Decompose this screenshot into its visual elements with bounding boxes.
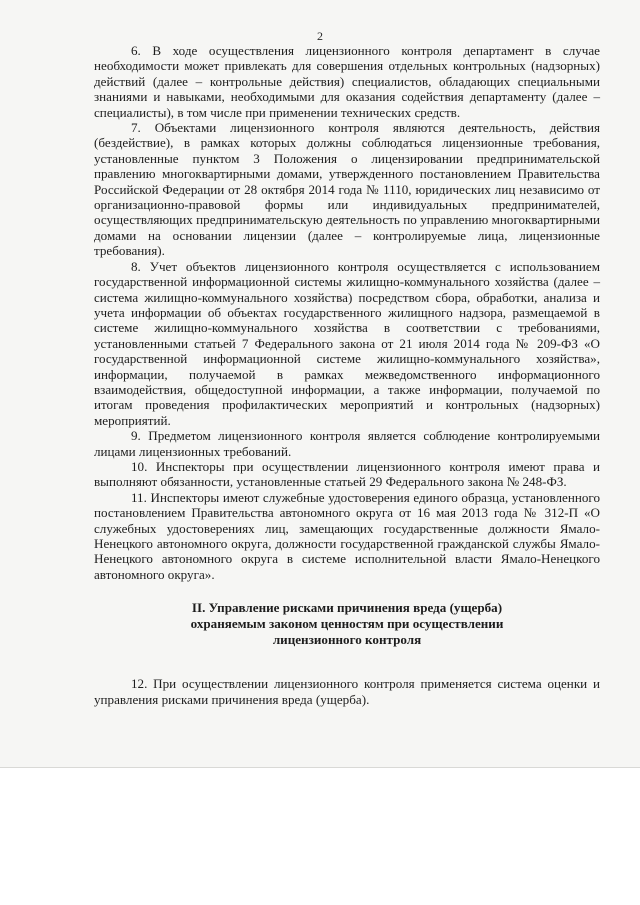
section-title-line-2: охраняемым законом ценностям при осуществлении [190,616,504,632]
section-spacer [94,648,600,676]
paragraph-6: 6. В ходе осуществления лицензионного контроля департамент в случае необходимости может привлекать для совершения отдельных контрольных (надзорных) действий (далее – контрольные действия) специалистов, обладающих специальными знаниями и навыками, необходимыми для оказания содействия департаменту (далее – специалисты), в том числе при применении технических средств. [94,43,600,120]
page-number: 2 [317,29,323,43]
paragraph-8: 8. Учет объектов лицензионного контроля осуществляется с использованием государственной информационной системы жилищно-коммунального хозяйства (далее – система жилищно-коммунального хозяйства) посредством сбора, обработки, анализа и учета информации об объектах государственного жилищного надзора, размещаемой в системе жилищно-коммунального хозяйства в соответствии с требованиями, установленными статьей 7 Федерального закона от 21 июля 2014 года № 209-ФЗ «О государственной информационной системе жилищно-коммунального хозяйства», информации, получаемой в рамках межведомственного информационного взаимодействия, общедоступной информации, а также информации, получаемой по итогам проведения профилактических мероприятий и контрольных (надзорных) мероприятий. [94,258,600,428]
document-body [94,43,600,707]
section-title-line-1: II. Управление рисками причинения вреда (ущерба) [191,600,503,616]
paragraph-11: 11. Инспекторы имеют служебные удостоверения единого образца, установленного постановлением Правительства автономного округа от 16 мая 2013 года № 312-П «О служебных удостоверениях лиц, замещающих государственные должности Ямало-Ненецкого автономного округа, должности государственной гражданской службы Ямало-Ненецкого автономного округа в системе исполнительной власти Ямало-Ненецкого автономного округа». [94,489,600,582]
paragraph-12: 12. При осуществлении лицензионного контроля применяется система оценки и управления рисками причинения вреда (ущерба). [94,676,600,707]
paragraph-10: 10. Инспекторы при осуществлении лицензионного контроля имеют права и выполняют обязанности, установленные статьей 29 Федерального закона № 248-ФЗ. [94,458,600,490]
scan-edge-divider [0,767,640,768]
paragraph-7: 7. Объектами лицензионного контроля являются деятельность, действия (бездействие), в рамках которых должны соблюдаться лицензионные требования, установленные пунктом 3 Положения о лицензировании предпринимательской правлению многоквартирными домами, утвержденного постановлением Правительства Российской Федерации от 28 октября 2014 года № 1110, юридических лиц независимо от организационно-правовой формы или индивидуальных предпринимателей, осуществляющих предпринимательскую деятельность по управлению многоквартирными домами на основании лицензии (далее – контролируемые лица, лицензионные требования). [94,120,600,259]
section-title-line-3: лицензионного контроля [272,632,422,648]
paragraph-9: 9. Предметом лицензионного контроля является соблюдение контролируемыми лицами лицензионных требований. [94,428,600,459]
section-title [94,600,600,648]
